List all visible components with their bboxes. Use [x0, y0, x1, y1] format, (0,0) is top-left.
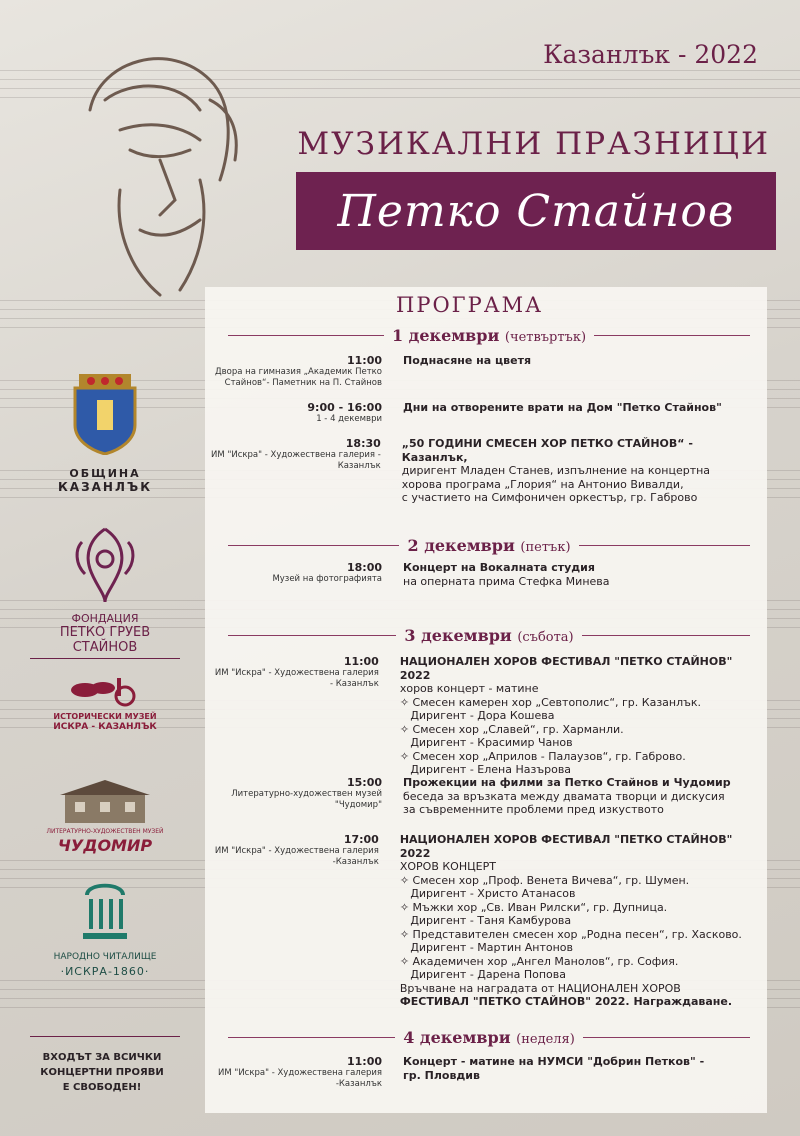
event-line: гр. Пловдив [403, 1068, 480, 1082]
event-place: Двора на гимназия „Академик Петко Стайнов“- Паметник на П. Стайнов [215, 367, 382, 388]
day-weekday: (неделя) [516, 1031, 575, 1047]
event-row [210, 833, 760, 1009]
divider-line [583, 1037, 750, 1038]
day-date: 1 декември [391, 325, 500, 345]
event-line: „50 ГОДИНИ СМЕСЕН ХОР ПЕТКО СТАЙНОВ“ - Казанлък, [401, 437, 693, 464]
event-row [210, 401, 760, 425]
event-line: с участието на Симфоничен оркестър, гр. Габрово [401, 491, 698, 504]
event-time: 11:00 [346, 354, 382, 367]
event-line: Прожекции на филми за Петко Стайнов и Чудомир [403, 776, 731, 789]
event-place: Музей на фотографията [272, 574, 382, 584]
event-line: Диригент - Красимир Чанов [399, 736, 573, 749]
chudomir-name: ЧУДОМИР [57, 836, 153, 855]
event-line: ✧ Академичен хор „Ангел Манолов“, гр. София. [399, 954, 679, 968]
divider-line [228, 635, 396, 636]
day-date: 2 декември [407, 535, 515, 555]
event-line: Концерт на Вокалната студия [403, 561, 595, 574]
event-line: Диригент - Дарена Попова [399, 968, 566, 981]
event-line: НАЦИОНАЛЕН ХОРОВ ФЕСТИВАЛ "ПЕТКО СТАЙНОВ" 2022 [399, 655, 733, 682]
event-row [210, 776, 760, 817]
event-line: ✧ Смесен хор „Проф. Венета Вичева“, гр. Шумен. [399, 873, 690, 887]
event-time: 15:00 [346, 776, 382, 789]
event-line: ✧ Представителен смесен хор „Родна песен“, гр. Хасково. [399, 927, 742, 941]
event-line: Концерт - матине на НУМСИ "Добрин Петков" - [403, 1055, 705, 1068]
event-line: ✧ Мъжки хор „Св. Иван Рилски“, гр. Дупница. [399, 900, 668, 914]
city-year: Казанлък - 2022 [543, 40, 758, 69]
chitalishte-logo-icon [75, 875, 135, 950]
day-header [228, 535, 750, 555]
event-line: ФЕСТИВАЛ "ПЕТКО СТАЙНОВ" 2022. Награждаване. [399, 995, 732, 1008]
event-place: ИМ "Искра" - Художествена галерия -Казанлък [214, 846, 379, 867]
chitalishte-name: ·ИСКРА-1860· [60, 965, 150, 978]
chitalishte-line: НАРОДНО ЧИТАЛИЩЕ [53, 952, 157, 962]
event-line: Връчване на наградата от НАЦИОНАЛЕН ХОРОВ [399, 981, 681, 995]
museum-iskra-line: ИСТОРИЧЕСКИ МУЗЕЙ [53, 712, 157, 721]
event-row [210, 1055, 760, 1090]
free-entry-note [22, 1050, 182, 1095]
day-header [228, 325, 750, 345]
event-line: диригент Младен Станев, изпълнение на концертна [401, 464, 711, 477]
festival-name: Петко Стайнов [337, 185, 735, 237]
foundation-lyre-icon [70, 524, 140, 604]
event-place: ИМ "Искра" - Художествена галерия -Казанлък [218, 1068, 382, 1089]
divider-line [228, 1037, 395, 1038]
sidebar-divider [30, 658, 180, 659]
event-line: Диригент - Христо Атанасов [399, 887, 576, 900]
event-line: хоров концерт - матине [399, 682, 539, 695]
divider-line [228, 335, 384, 336]
event-line: ✧ Смесен камерен хор „Севтополис“, гр. Казанлък. [399, 695, 702, 709]
day-date: 4 декември [403, 1027, 511, 1047]
chariot-logo-icon [65, 668, 145, 708]
event-line: Диригент - Таня Камбурова [399, 914, 572, 927]
event-line: Диригент - Мартин Антонов [399, 941, 574, 954]
event-line: на оперната прима Стефка Минева [403, 574, 610, 588]
chudomir-line: ЛИТЕРАТУРНО-ХУДОЖЕСТВЕН МУЗЕЙ [46, 828, 164, 835]
chudomir-house-icon [60, 780, 150, 825]
sponsor-sidebar [30, 360, 180, 655]
sidebar-divider [30, 1036, 180, 1037]
divider-line [228, 545, 399, 546]
day-weekday: (четвъртък) [504, 329, 587, 345]
event-line: хорова програма „Глория“ на Антонио Вивалди, [401, 477, 684, 491]
event-place: ИМ "Искра" - Художествена галерия - Казанлък [211, 450, 381, 471]
day-date: 3 декември [404, 625, 512, 645]
day-header [228, 1027, 750, 1047]
day-weekday: (петък) [520, 539, 571, 555]
event-line: за съвременните проблеми пред изкуството [403, 803, 664, 816]
program-title: ПРОГРАМА [396, 293, 544, 317]
event-line: НАЦИОНАЛЕН ХОРОВ ФЕСТИВАЛ "ПЕТКО СТАЙНОВ" 2022 [399, 833, 733, 860]
foundation-line: СТАЙНОВ [72, 640, 138, 655]
event-line: Диригент - Дора Кошева [399, 709, 555, 722]
event-row [210, 655, 760, 777]
event-line: Поднасяне на цветя [403, 354, 532, 367]
free-entry-line: ВХОДЪТ ЗА ВСИЧКИ [42, 1052, 162, 1063]
event-place: ИМ "Искра" - Художествена галерия - Казанлък [214, 668, 379, 689]
event-line: ХОРОВ КОНЦЕРТ [399, 860, 496, 873]
composer-portrait-sketch [60, 40, 260, 310]
day-header [228, 625, 750, 645]
event-line: беседа за връзката между двамата творци и дискусия [403, 789, 725, 803]
foundation-line: ФОНДАЦИЯ [71, 612, 139, 625]
event-place: 1 - 4 декември [316, 414, 382, 424]
event-time: 11:00 [346, 1055, 382, 1068]
festival-name-banner [296, 172, 776, 250]
coat-of-arms-icon [65, 370, 145, 455]
free-entry-line: КОНЦЕРТНИ ПРОЯВИ [40, 1067, 164, 1078]
divider-line [582, 635, 750, 636]
event-line: ✧ Смесен хор „Славей“, гр. Харманли. [399, 722, 624, 736]
event-time: 9:00 - 16:00 [307, 401, 382, 414]
municipality-label: ОБЩИНА [69, 467, 141, 480]
event-place: Литературно-художествен музей "Чудомир" [231, 789, 382, 810]
festival-title: МУЗИКАЛНИ ПРАЗНИЦИ [297, 126, 770, 162]
event-line: ✧ Смесен хор „Априлов - Палаузов“, гр. Габрово. [399, 749, 686, 763]
event-time: 11:00 [343, 655, 379, 668]
municipality-name: КАЗАНЛЪК [58, 480, 152, 494]
event-row [210, 354, 760, 389]
divider-line [594, 335, 750, 336]
free-entry-line: Е СВОБОДЕН! [62, 1082, 142, 1093]
event-time: 17:00 [343, 833, 379, 846]
divider-line [579, 545, 750, 546]
museum-iskra-line: ИСКРА - КАЗАНЛЪК [53, 722, 157, 732]
event-time: 18:00 [346, 561, 382, 574]
event-line: Дни на отворените врати на Дом "Петко Стайнов" [403, 401, 722, 414]
event-row [210, 437, 760, 505]
event-line: Диригент - Елена Назърова [399, 763, 572, 776]
event-row [210, 561, 760, 588]
day-weekday: (събота) [517, 629, 574, 645]
event-time: 18:30 [345, 437, 381, 450]
foundation-line: ПЕТКО ГРУЕВ [59, 625, 151, 640]
